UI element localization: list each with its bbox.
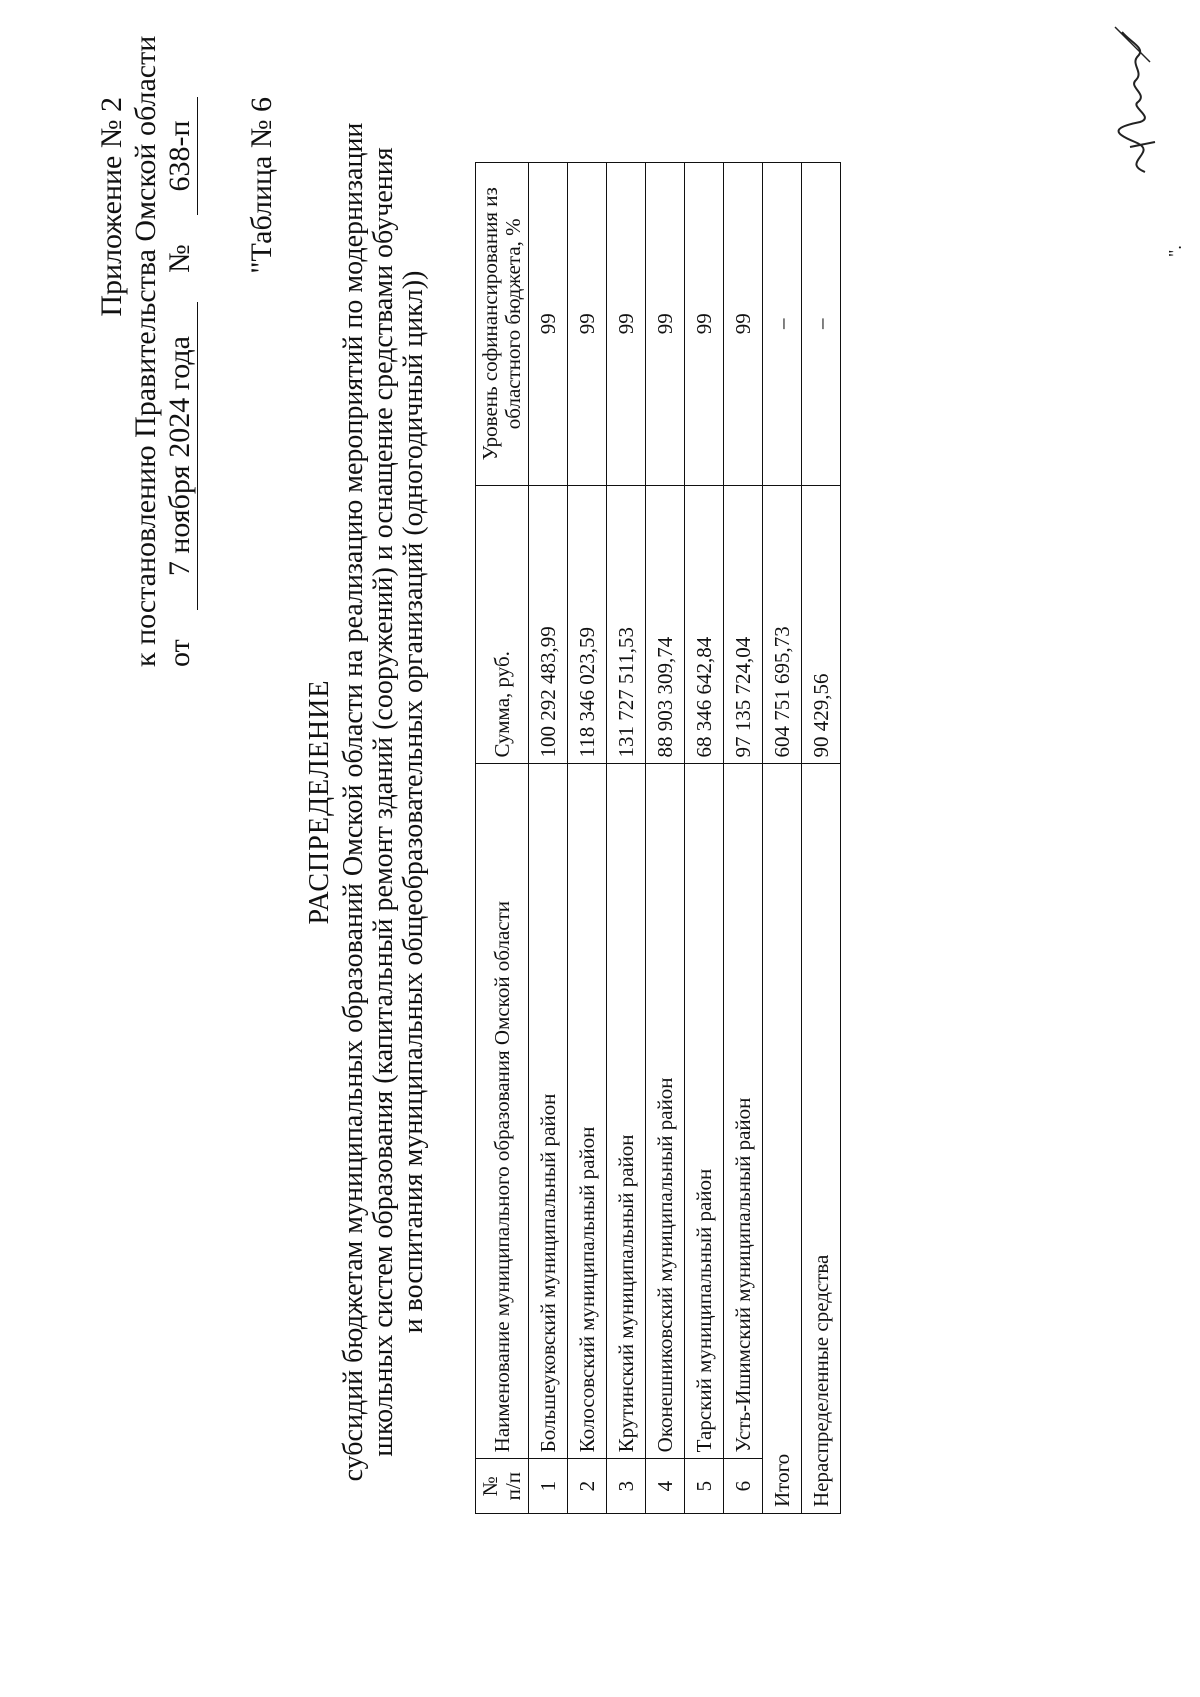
table-row	[568, 163, 607, 1514]
table-row	[685, 163, 724, 1514]
row-level: 99	[646, 163, 685, 486]
number-label: №	[163, 244, 196, 273]
header-num: № п/п	[476, 1459, 529, 1514]
signature-icon	[1100, 22, 1170, 182]
row-name: Тарский муниципальный район	[685, 764, 724, 1459]
title-line-3: и воспитания муниципальных общеобразовательных организаций (одногодичный цикл))	[398, 270, 429, 1334]
decree-date: 7 ноября 2024 года	[163, 302, 198, 610]
row-num: 2	[568, 1459, 607, 1514]
row-sum: 97 135 724,04	[724, 485, 763, 764]
from-label: от	[163, 639, 196, 667]
appendix-title: Приложение № 2	[95, 97, 128, 317]
header-level: Уровень софинансирования из областного бюджета, %	[476, 163, 529, 486]
row-level: 99	[724, 163, 763, 486]
row-name: Оконешниковский муниципальный район	[646, 764, 685, 1459]
total-level: –	[763, 163, 802, 486]
header-name: Наименование муниципального образования Омской области	[476, 764, 529, 1459]
appendix-date-row	[163, 97, 198, 667]
row-level: 99	[529, 163, 568, 486]
unallocated-sum: 90 429,56	[802, 485, 841, 764]
unallocated-level: –	[802, 163, 841, 486]
table-row	[724, 163, 763, 1514]
row-level: 99	[568, 163, 607, 486]
row-sum: 68 346 642,84	[685, 485, 724, 764]
row-num: 5	[685, 1459, 724, 1514]
total-row	[763, 163, 802, 1514]
closing-quote: ".	[1165, 245, 1185, 257]
table-number: "Таблица № 6	[245, 97, 278, 274]
row-name: Крутинский муниципальный район	[607, 764, 646, 1459]
appendix-block	[95, 35, 198, 667]
appendix-decree: к постановлению Правительства Омской области	[129, 35, 162, 667]
row-name: Большеуковский муниципальный район	[529, 764, 568, 1459]
total-sum: 604 751 695,73	[763, 485, 802, 764]
total-label: Итого	[763, 764, 802, 1514]
distribution-table	[475, 162, 841, 1514]
header-sum: Сумма, руб.	[476, 485, 529, 764]
row-num: 1	[529, 1459, 568, 1514]
row-sum: 118 346 023,59	[568, 485, 607, 764]
row-level: 99	[685, 163, 724, 486]
table-row	[529, 163, 568, 1514]
row-sum: 88 903 309,74	[646, 485, 685, 764]
row-num: 3	[607, 1459, 646, 1514]
title-heading: РАСПРЕДЕЛЕНИЕ	[304, 679, 335, 925]
row-name: Усть-Ишимский муниципальный район	[724, 764, 763, 1459]
table-row	[646, 163, 685, 1514]
document-title	[305, 77, 429, 1527]
row-name: Колосовский муниципальный район	[568, 764, 607, 1459]
title-line-2: школьных систем образования (капитальный ремонт зданий (сооружений) и оснащение средствами обучения	[368, 147, 399, 1457]
row-num: 6	[724, 1459, 763, 1514]
unallocated-row	[802, 163, 841, 1514]
row-sum: 131 727 511,53	[607, 485, 646, 764]
title-line-1: субсидий бюджетам муниципальных образований Омской области на реализацию мероприятий по модернизации	[338, 122, 369, 1482]
table-header-row	[476, 163, 529, 1514]
unallocated-label: Нераспределенные средства	[802, 764, 841, 1514]
table-row	[607, 163, 646, 1514]
distribution-table-wrap	[475, 162, 841, 1514]
row-sum: 100 292 483,99	[529, 485, 568, 764]
row-num: 4	[646, 1459, 685, 1514]
row-level: 99	[607, 163, 646, 486]
decree-number: 638-п	[163, 97, 198, 215]
